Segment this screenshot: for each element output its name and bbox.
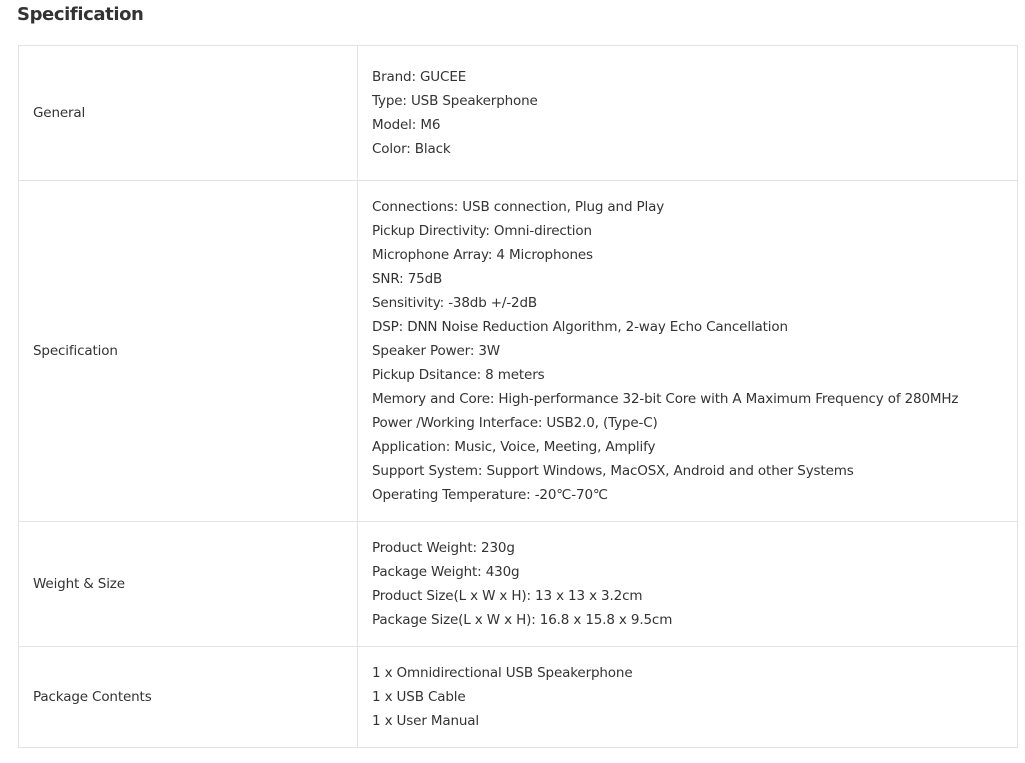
spec-value: Brand: GUCEE (372, 69, 467, 85)
row-label: Package Contents (19, 647, 358, 748)
spec-value: 1 x Omnidirectional USB Speakerphone (372, 665, 633, 681)
spec-value: Operating Temperature: -20℃-70℃ (372, 487, 608, 503)
spec-value: Speaker Power: 3W (372, 343, 501, 359)
row-values (358, 181, 1018, 522)
page-title: Specification (17, 4, 144, 25)
spec-value: 1 x User Manual (372, 713, 480, 729)
spec-value: Pickup Directivity: Omni-direction (372, 223, 592, 239)
spec-table (18, 45, 1018, 748)
spec-value: Power /Working Interface: USB2.0, (Type-C) (372, 415, 658, 431)
spec-value: Type: USB Speakerphone (372, 93, 538, 109)
spec-value: Support System: Support Windows, MacOSX, Android and other Systems (372, 463, 854, 479)
spec-value: Connections: USB connection, Plug and Play (372, 199, 665, 215)
spec-value: Application: Music, Voice, Meeting, Amplify (372, 439, 656, 455)
row-label: General (19, 46, 358, 181)
row-values (358, 46, 1018, 181)
spec-value: Model: M6 (372, 117, 441, 133)
spec-value: Product Size(L x W x H): 13 x 13 x 3.2cm (372, 588, 643, 604)
spec-value: 1 x USB Cable (372, 689, 466, 705)
spec-value: Product Weight: 230g (372, 540, 515, 556)
row-label: Specification (19, 181, 358, 522)
spec-row-weight-size (19, 522, 1018, 647)
spec-value: SNR: 75dB (372, 271, 443, 287)
spec-row-general (19, 46, 1018, 181)
row-label: Weight & Size (19, 522, 358, 647)
spec-value: Package Weight: 430g (372, 564, 520, 580)
spec-value: DSP: DNN Noise Reduction Algorithm, 2-way Echo Cancellation (372, 319, 788, 335)
spec-row-specification (19, 181, 1018, 522)
row-values (358, 647, 1018, 748)
row-values (358, 522, 1018, 647)
spec-value: Sensitivity: -38db +/-2dB (372, 295, 538, 311)
spec-value: Pickup Dsitance: 8 meters (372, 367, 545, 383)
spec-row-package-contents (19, 647, 1018, 748)
spec-value: Color: Black (372, 141, 451, 157)
spec-value: Package Size(L x W x H): 16.8 x 15.8 x 9.5cm (372, 612, 673, 628)
spec-value: Microphone Array: 4 Microphones (372, 247, 593, 263)
spec-value: Memory and Core: High-performance 32-bit Core with A Maximum Frequency of 280MHz (372, 391, 959, 407)
